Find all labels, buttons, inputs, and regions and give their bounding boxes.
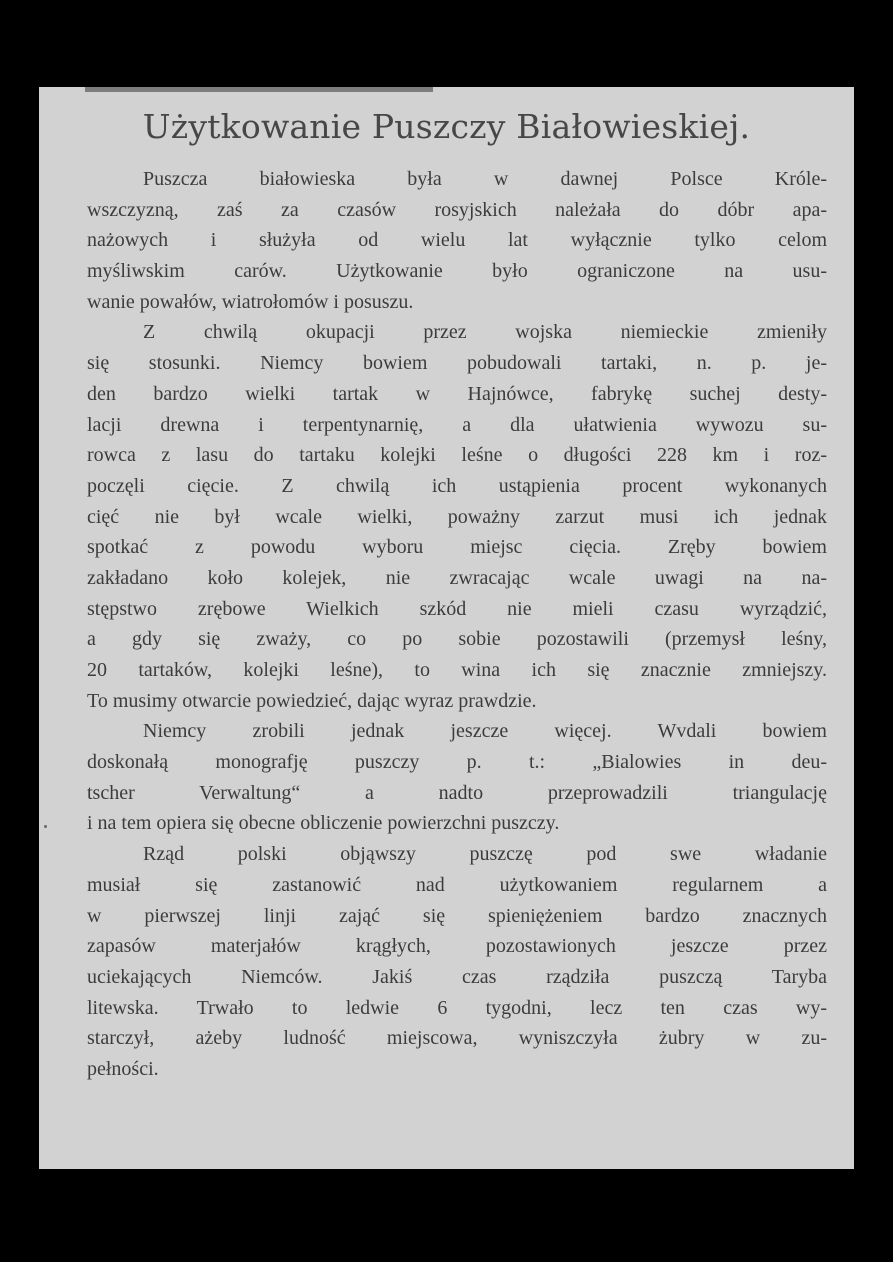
text-line: nażowych i służyła od wielu lat wyłącznie tylko celom: [87, 229, 827, 252]
text-line: lacji drewna i terpentynarnię, a dla ułatwienia wywozu su-: [87, 413, 827, 436]
scanned-page: [39, 87, 854, 1169]
text-line: Z chwilą okupacji przez wojska niemieckie zmieniły: [143, 321, 827, 344]
text-line: Puszcza białowieska była w dawnej Polsce Króle-: [143, 168, 827, 190]
text-line: tscher Verwaltung“ a nadto przeprowadzili triangulację: [87, 781, 827, 804]
text-line: zakładano koło kolejek, nie zwracając wcale uwagi na na-: [87, 566, 827, 589]
text-line: wanie powałów, wiatrołomów i posuszu.: [87, 290, 414, 313]
text-line: i na tem opiera się obecne obliczenie powierzchni puszczy.: [87, 812, 560, 835]
text-line: litewska. Trwało to ledwie 6 tygodni, lecz ten czas wy-: [87, 996, 827, 1019]
text-line: Rząd polski objąwszy puszczę pod swe władanie: [143, 843, 827, 866]
text-line: starczył, ażeby ludność miejscowa, wyniszczyła żubry w zu-: [87, 1027, 827, 1050]
text-line: pełności.: [87, 1057, 159, 1080]
scan-speck: [44, 825, 47, 828]
text-line: uciekających Niemców. Jakiś czas rządziła puszczą Taryba: [87, 965, 827, 988]
text-line: w pierwszej linji zająć się spieniężeniem bardzo znacznych: [87, 904, 827, 927]
text-line: doskonałą monografję puszczy p. t.: „Bialowies in deu-: [87, 751, 827, 774]
text-line: spotkać z powodu wyboru miejsc cięcia. Zręby bowiem: [87, 536, 827, 559]
text-line: Niemcy zrobili jednak jeszcze więcej. Wvdali bowiem: [143, 720, 827, 743]
text-line: den bardzo wielki tartak w Hajnówce, fabrykę suchej desty-: [87, 382, 827, 405]
text-line: wszczyzną, zaś za czasów rosyjskich należała do dóbr apa-: [87, 198, 827, 221]
text-line: stępstwo zrębowe Wielkich szkód nie mieli czasu wyrządzić,: [87, 597, 827, 620]
text-line: cięć nie był wcale wielki, poważny zarzut musi ich jednak: [87, 505, 827, 528]
text-line: To musimy otwarcie powiedzieć, dając wyraz prawdzie.: [87, 689, 537, 712]
text-line: myśliwskim carów. Użytkowanie było ograniczone na usu-: [87, 260, 827, 283]
text-line: się stosunki. Niemcy bowiem pobudowali tartaki, n. p. je-: [87, 352, 827, 375]
text-line: musiał się zastanowić nad użytkowaniem regularnem a: [87, 873, 827, 896]
text-line: poczęli cięcie. Z chwilą ich ustąpienia procent wykonanych: [87, 474, 827, 497]
top-rule-divider: [85, 87, 433, 92]
article-body: [87, 164, 827, 1085]
text-line: a gdy się zważy, co po sobie pozostawili (przemysł leśny,: [87, 628, 827, 651]
article-title: Użytkowanie Puszczy Białowieskiej.: [142, 107, 751, 146]
text-line: zapasów materjałów krągłych, pozostawionych jeszcze przez: [87, 935, 827, 958]
text-line: rowca z lasu do tartaku kolejki leśne o długości 228 km i roz-: [87, 444, 827, 467]
text-line: 20 tartaków, kolejki leśne), to wina ich się znacznie zmniejszy.: [87, 659, 827, 681]
